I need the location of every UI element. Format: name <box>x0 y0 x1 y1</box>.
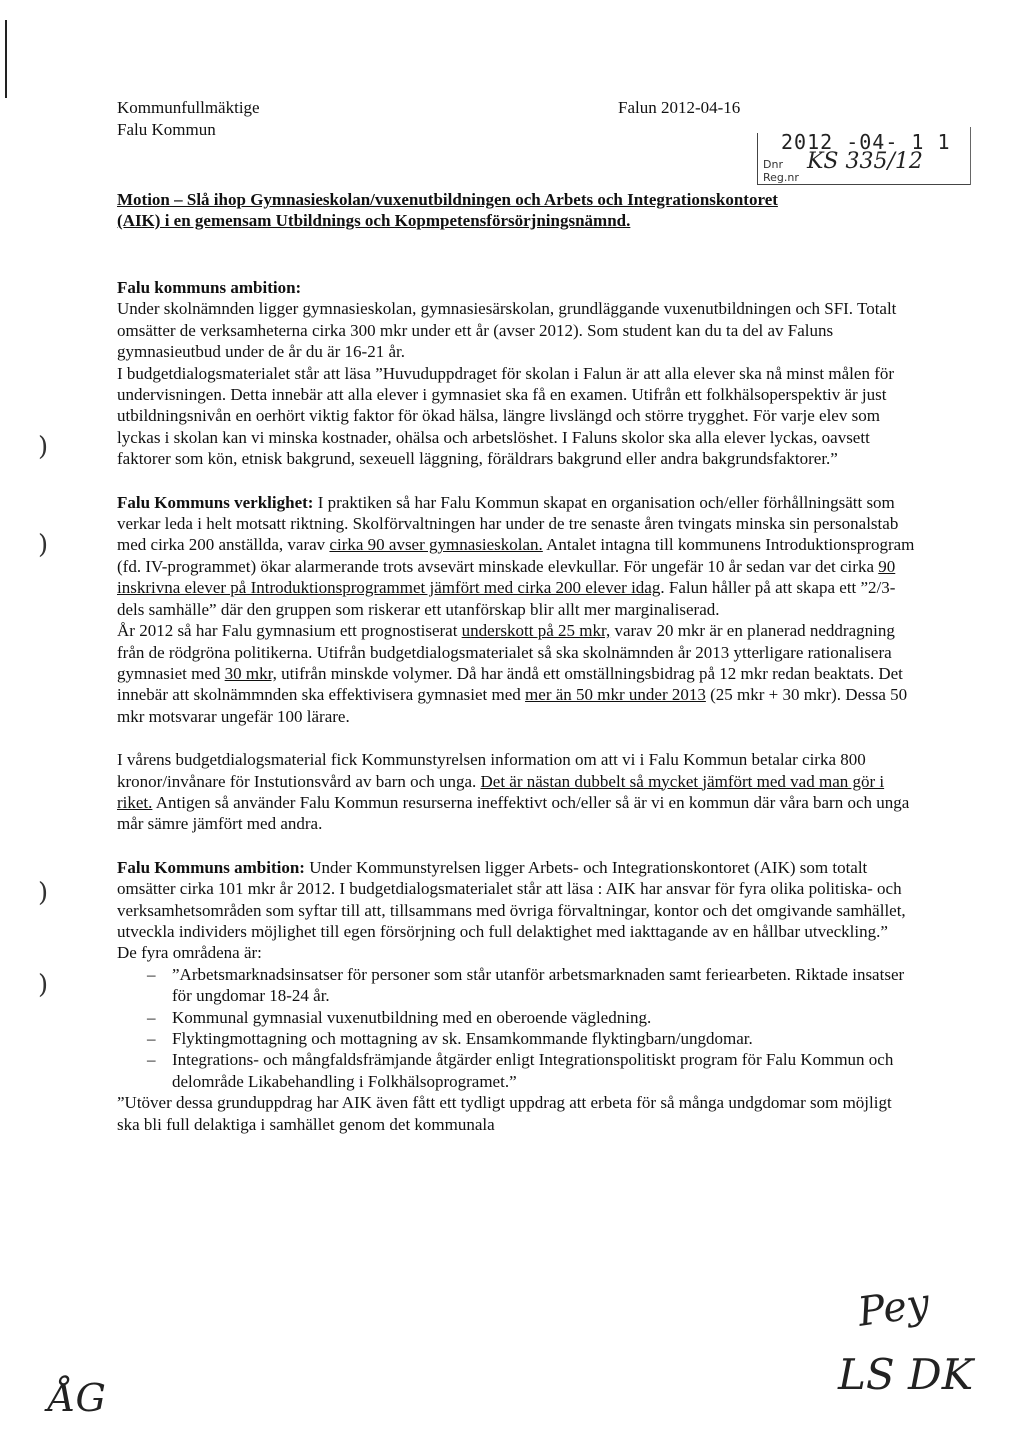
sender-block <box>117 97 260 141</box>
stamp-regnr-label: Reg.nr <box>763 171 799 184</box>
sender-line-1: Kommunfullmäktige <box>117 98 260 117</box>
handwritten-initials-right-top: Pey <box>855 1280 933 1336</box>
handwritten-initials-left: ÅG <box>48 1376 106 1420</box>
list-item: – ”Arbetsmarknadsinsatser för personer som står utanför arbetsmarknaden samt feriearbeten. Riktade insatser för ungdomar 18-24 år. <box>117 964 917 1007</box>
sender-line-2: Falu Kommun <box>117 120 216 139</box>
stamp-date: 2012 -04- 1 1 <box>781 130 951 154</box>
section-2-paragraph: Falu Kommuns verklighet: I praktiken så har Falu Kommun skapat en organisation och/eller förhållningsätt som verkar leda i helt motsatt riktning. Skolförvaltningen har under de tre senaste åren tvingats minska sin personalstab med cirka 200 anställda, varav cirka 90 avser gymnasieskolan. Antalet intagna till kommunens Introduktionsprogram (fd. IV-programmet) ökar alarmerande trots avsevärt minskade elevkullar. För ungefär 10 år sedan var det cirka 90 inskrivna elever på Introduktionsprogrammet jämfört med cirka 200 elever idag. Falun håller på att skapa ett ”2/3-dels samhälle” där den gruppen som riskerar ett utanförskap blir allt mer marginaliserad. <box>117 492 915 619</box>
underlined-text: mer än 50 mkr under 2013 <box>525 685 706 705</box>
underlined-text: Det är nästan dubbelt så mycket jämfört med vad man gör i riket. <box>117 771 885 812</box>
list-item: – Kommunal gymnasial vuxenutbildning med en oberoende vägledning. <box>117 1007 917 1028</box>
document-body <box>117 277 917 1135</box>
handwritten-initials-right-bottom: LS DK <box>838 1350 974 1399</box>
stamp-dnr-label: Dnr <box>763 158 783 171</box>
underlined-text: cirka 90 avser gymnasieskolan. <box>329 535 543 555</box>
stamp-handwritten-number: KS 335/12 <box>807 149 923 174</box>
section-2-paragraph-2: År 2012 så har Falu gymnasium ett prognostiserat underskott på 25 mkr, varav 20 mkr är en planerad neddragning från de rödgröna politikerna. Utifrån budgetdialogsmaterialet så ska skolnämnden år 2013 ytterligare rationalisera gymnasiet med 30 mkr, utifrån minskde volymer. Då har ändå ett omställningsbidrag på 12 mkr redan beaktats. Det innebär att skolnämmnden ska effektivisera gymnasiet med mer än 50 mkr under 2013 (25 mkr + 30 mkr). Dessa 50 mkr motsvarar ungefär 100 lärare. <box>117 621 908 726</box>
margin-parenthesis: ) <box>38 970 49 1000</box>
title-line-2: (AIK) i en gemensam Utbildnings och Kopmpetensförsörjningsnämnd. <box>117 211 631 230</box>
list-intro: De fyra områdena är: <box>117 943 262 963</box>
section-4-heading: Falu Kommuns ambition: <box>117 857 305 877</box>
registration-stamp <box>757 127 971 185</box>
margin-parenthesis: ) <box>38 530 49 560</box>
underlined-text: 30 mkr, <box>224 663 277 683</box>
margin-line <box>5 20 7 98</box>
underlined-text: 90 inskrivna elever på Introduktionsprogrammet jämfört med cirka 200 elever idag <box>117 556 896 598</box>
section-2-heading: Falu Kommuns verklighet: <box>117 492 314 512</box>
section-1-paragraph-1: Under skolnämnden ligger gymnasieskolan, gymnasiesärskolan, grundläggande vuxenutbildningen och SFI. Totalt omsätter de verksamheterna cirka 300 mkr under ett år (avser 2012). Som student kan du ta del av Faluns gymnasieutbud under de år du är 16-21 år. <box>117 299 897 362</box>
underlined-text: underskott på 25 mkr, <box>461 621 611 641</box>
section-1-heading: Falu kommuns ambition: <box>117 278 302 297</box>
section-4-paragraph: Falu Kommuns ambition: Under Kommunstyrelsen ligger Arbets- och Integrationskontoret (AIK) som totalt omsätter cirka 101 mkr år 2012. I budgetdialogsmaterialet står att läsa : AIK har ansvar för fyra olika politiska- och verksamhetsområden som syftar till att, tillsammans med övriga förvaltningar, kontor och det omgivande samhället, utveckla individers möjlighet till egen försörjning och full delaktighet med iakttagande av en hållbar utveckling.” <box>117 857 906 941</box>
section-1-paragraph-2: I budgetdialogsmaterialet står att läsa ”Huvuduppdraget för skolan i Falun är att alla elever ska nå minst målen för undervisningen. Detta innebär att alla elever i gymnasiet ska få en examen. Utifrån ett folkhälsoperspektiv är just utbildningsnivån en oerhört viktig faktor för ökad hälsa, längre livslängd och större trygghet. För varje elev som lyckas i skolan kan vi minska kostnader, ohälsa och arbetslöshet. I Faluns skolor ska alla elever lyckas, oavsett faktorer som kön, etnisk bakgrund, sexeuell läggning, föräldrars bakgrund eller andra bakgrundsfaktorer.” <box>117 363 895 469</box>
margin-parenthesis: ) <box>38 432 49 462</box>
section-3-paragraph: I vårens budgetdialogsmaterial fick Kommunstyrelsen information om att vi i Falu Kommun betalar cirka 800 kronor/invånare för Instutionsvård av barn och unga. Det är nästan dubbelt så mycket jämfört med vad man gör i riket. Antigen så använder Falu Kommun resurserna ineffektivt och/eller så är vi en kommun där våra barn och unga mår sämre jämfört med andra. <box>117 750 910 834</box>
areas-list <box>117 964 917 1092</box>
closing-paragraph: ”Utöver dessa grunduppdrag har AIK även fått ett tydligt uppdrag att erbeta för så många undgdomar som möjligt ska bli full delaktiga i samhället genom det kommunala <box>117 1093 892 1134</box>
list-item: – Flyktingmottagning och mottagning av sk. Ensamkommande flyktingbarn/ungdomar. <box>117 1028 917 1049</box>
place-date: Falun 2012-04-16 <box>618 98 741 117</box>
margin-parenthesis: ) <box>38 878 49 908</box>
title-line-1: Motion – Slå ihop Gymnasieskolan/vuxenutbildningen och Arbets och Integrationskontoret <box>117 190 778 209</box>
list-item: – Integrations- och mångfaldsfrämjande åtgärder enligt Integrationspolitiskt program för Falu Kommun och delområde Likabehandling i Folkhälsoprogramet.” <box>117 1049 917 1092</box>
motion-title <box>117 189 917 231</box>
